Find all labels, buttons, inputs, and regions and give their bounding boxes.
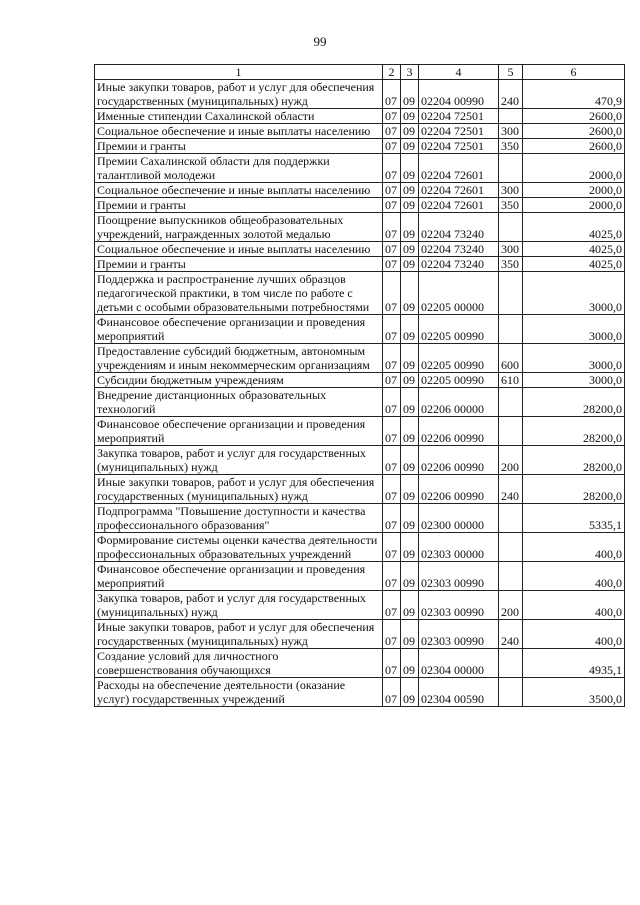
row-name-cell: Создание условий для личностного совершенствования обучающихся (95, 649, 383, 678)
header-col-2: 2 (383, 65, 401, 80)
row-name-cell: Поощрение выпускников общеобразовательных учреждений, награжденных золотой медалью (95, 213, 383, 242)
row-section-cell: 07 (383, 257, 401, 272)
row-section-cell: 07 (383, 475, 401, 504)
row-target-article-cell: 02204 72501 (419, 109, 499, 124)
row-expense-type-cell (499, 562, 523, 591)
row-amount-cell: 400,0 (523, 620, 625, 649)
table-row (95, 80, 625, 109)
row-section-cell: 07 (383, 198, 401, 213)
row-expense-type-cell: 300 (499, 124, 523, 139)
row-amount-cell: 400,0 (523, 562, 625, 591)
row-subsection-cell: 09 (401, 533, 419, 562)
row-subsection-cell: 09 (401, 139, 419, 154)
row-name-cell: Иные закупки товаров, работ и услуг для обеспечения государственных (муниципальных) нужд (95, 620, 383, 649)
row-section-cell: 07 (383, 154, 401, 183)
row-amount-cell: 28200,0 (523, 446, 625, 475)
row-section-cell: 07 (383, 183, 401, 198)
row-section-cell: 07 (383, 533, 401, 562)
row-subsection-cell: 09 (401, 242, 419, 257)
row-target-article-cell: 02303 00000 (419, 533, 499, 562)
row-subsection-cell: 09 (401, 344, 419, 373)
row-section-cell: 07 (383, 591, 401, 620)
row-expense-type-cell (499, 533, 523, 562)
row-section-cell: 07 (383, 417, 401, 446)
table-row (95, 183, 625, 198)
row-subsection-cell: 09 (401, 562, 419, 591)
row-amount-cell: 4025,0 (523, 242, 625, 257)
row-subsection-cell: 09 (401, 373, 419, 388)
row-expense-type-cell (499, 272, 523, 315)
table-row (95, 109, 625, 124)
row-amount-cell: 400,0 (523, 591, 625, 620)
header-col-6: 6 (523, 65, 625, 80)
row-subsection-cell: 09 (401, 315, 419, 344)
row-amount-cell: 3500,0 (523, 678, 625, 707)
table-row (95, 373, 625, 388)
row-amount-cell: 2000,0 (523, 183, 625, 198)
row-amount-cell: 2000,0 (523, 198, 625, 213)
table-row (95, 315, 625, 344)
table-row (95, 591, 625, 620)
row-section-cell: 07 (383, 678, 401, 707)
header-col-3: 3 (401, 65, 419, 80)
row-expense-type-cell: 300 (499, 242, 523, 257)
row-name-cell: Финансовое обеспечение организации и проведения мероприятий (95, 417, 383, 446)
row-name-cell: Внедрение дистанционных образовательных технологий (95, 388, 383, 417)
row-subsection-cell: 09 (401, 504, 419, 533)
row-expense-type-cell: 600 (499, 344, 523, 373)
row-amount-cell: 28200,0 (523, 475, 625, 504)
row-amount-cell: 28200,0 (523, 417, 625, 446)
row-expense-type-cell: 200 (499, 591, 523, 620)
row-name-cell: Предоставление субсидий бюджетным, автономным учреждениям и иным некоммерческим организациям (95, 344, 383, 373)
row-target-article-cell: 02304 00000 (419, 649, 499, 678)
row-amount-cell: 2600,0 (523, 109, 625, 124)
row-name-cell: Социальное обеспечение и иные выплаты населению (95, 242, 383, 257)
row-expense-type-cell: 350 (499, 139, 523, 154)
row-section-cell: 07 (383, 80, 401, 109)
table-row (95, 257, 625, 272)
row-subsection-cell: 09 (401, 678, 419, 707)
row-section-cell: 07 (383, 109, 401, 124)
row-expense-type-cell: 350 (499, 257, 523, 272)
row-subsection-cell: 09 (401, 591, 419, 620)
row-name-cell: Социальное обеспечение и иные выплаты населению (95, 183, 383, 198)
row-target-article-cell: 02204 72601 (419, 198, 499, 213)
row-expense-type-cell (499, 678, 523, 707)
row-subsection-cell: 09 (401, 272, 419, 315)
row-amount-cell: 3000,0 (523, 272, 625, 315)
row-subsection-cell: 09 (401, 183, 419, 198)
row-section-cell: 07 (383, 139, 401, 154)
row-name-cell: Финансовое обеспечение организации и проведения мероприятий (95, 315, 383, 344)
table-row (95, 154, 625, 183)
row-expense-type-cell: 240 (499, 620, 523, 649)
row-target-article-cell: 02206 00990 (419, 417, 499, 446)
row-target-article-cell: 02204 72601 (419, 183, 499, 198)
row-name-cell: Премии Сахалинской области для поддержки талантливой молодежи (95, 154, 383, 183)
row-name-cell: Закупка товаров, работ и услуг для государственных (муниципальных) нужд (95, 446, 383, 475)
table-row (95, 649, 625, 678)
row-name-cell: Закупка товаров, работ и услуг для государственных (муниципальных) нужд (95, 591, 383, 620)
table-row (95, 388, 625, 417)
row-name-cell: Премии и гранты (95, 139, 383, 154)
row-section-cell: 07 (383, 388, 401, 417)
row-expense-type-cell: 610 (499, 373, 523, 388)
row-target-article-cell: 02204 72501 (419, 139, 499, 154)
row-subsection-cell: 09 (401, 446, 419, 475)
table-row (95, 533, 625, 562)
row-target-article-cell: 02300 00000 (419, 504, 499, 533)
row-subsection-cell: 09 (401, 198, 419, 213)
row-expense-type-cell (499, 417, 523, 446)
row-subsection-cell: 09 (401, 388, 419, 417)
row-target-article-cell: 02204 00990 (419, 80, 499, 109)
row-section-cell: 07 (383, 562, 401, 591)
row-expense-type-cell (499, 388, 523, 417)
row-target-article-cell: 02204 73240 (419, 242, 499, 257)
row-amount-cell: 4025,0 (523, 213, 625, 242)
row-amount-cell: 400,0 (523, 533, 625, 562)
table-row (95, 198, 625, 213)
row-subsection-cell: 09 (401, 124, 419, 139)
row-name-cell: Иные закупки товаров, работ и услуг для обеспечения государственных (муниципальных) нужд (95, 475, 383, 504)
table-row (95, 562, 625, 591)
row-target-article-cell: 02206 00990 (419, 475, 499, 504)
row-target-article-cell: 02206 00000 (419, 388, 499, 417)
row-name-cell: Премии и гранты (95, 257, 383, 272)
row-section-cell: 07 (383, 504, 401, 533)
row-name-cell: Поддержка и распространение лучших образцов педагогической практики, в том числе по работе с детьми с особыми образовательными потребностями (95, 272, 383, 315)
row-name-cell: Подпрограмма "Повышение доступности и качества профессионального образования" (95, 504, 383, 533)
budget-table (94, 64, 625, 707)
row-target-article-cell: 02206 00990 (419, 446, 499, 475)
row-section-cell: 07 (383, 373, 401, 388)
row-expense-type-cell (499, 504, 523, 533)
table-row (95, 446, 625, 475)
row-name-cell: Формирование системы оценки качества деятельности профессиональных образовательных учреждений (95, 533, 383, 562)
table-row (95, 213, 625, 242)
row-section-cell: 07 (383, 344, 401, 373)
row-expense-type-cell (499, 109, 523, 124)
row-amount-cell: 28200,0 (523, 388, 625, 417)
row-expense-type-cell: 350 (499, 198, 523, 213)
row-amount-cell: 2000,0 (523, 154, 625, 183)
table-row (95, 272, 625, 315)
row-expense-type-cell: 300 (499, 183, 523, 198)
row-target-article-cell: 02303 00990 (419, 591, 499, 620)
row-section-cell: 07 (383, 315, 401, 344)
row-section-cell: 07 (383, 124, 401, 139)
page-number: 99 (313, 34, 327, 49)
row-subsection-cell: 09 (401, 80, 419, 109)
row-subsection-cell: 09 (401, 417, 419, 446)
row-subsection-cell: 09 (401, 154, 419, 183)
table-body (95, 80, 625, 707)
row-subsection-cell: 09 (401, 257, 419, 272)
row-name-cell: Иные закупки товаров, работ и услуг для обеспечения государственных (муниципальных) нужд (95, 80, 383, 109)
row-target-article-cell: 02303 00990 (419, 620, 499, 649)
table-row (95, 475, 625, 504)
row-subsection-cell: 09 (401, 109, 419, 124)
table-row (95, 344, 625, 373)
row-target-article-cell: 02205 00990 (419, 344, 499, 373)
row-expense-type-cell (499, 649, 523, 678)
header-col-4: 4 (419, 65, 499, 80)
table-row (95, 504, 625, 533)
table-row (95, 139, 625, 154)
row-subsection-cell: 09 (401, 620, 419, 649)
row-target-article-cell: 02303 00990 (419, 562, 499, 591)
row-name-cell: Премии и гранты (95, 198, 383, 213)
table-row (95, 678, 625, 707)
table-row (95, 124, 625, 139)
table-row (95, 242, 625, 257)
row-amount-cell: 5335,1 (523, 504, 625, 533)
table-row (95, 620, 625, 649)
row-subsection-cell: 09 (401, 649, 419, 678)
row-amount-cell: 3000,0 (523, 373, 625, 388)
row-target-article-cell: 02205 00000 (419, 272, 499, 315)
header-col-1: 1 (95, 65, 383, 80)
row-section-cell: 07 (383, 272, 401, 315)
row-name-cell: Финансовое обеспечение организации и проведения мероприятий (95, 562, 383, 591)
row-target-article-cell: 02205 00990 (419, 373, 499, 388)
row-amount-cell: 470,9 (523, 80, 625, 109)
row-target-article-cell: 02204 73240 (419, 257, 499, 272)
table-row (95, 417, 625, 446)
row-section-cell: 07 (383, 649, 401, 678)
row-expense-type-cell: 200 (499, 446, 523, 475)
row-amount-cell: 4935,1 (523, 649, 625, 678)
row-expense-type-cell: 240 (499, 80, 523, 109)
header-col-5: 5 (499, 65, 523, 80)
row-name-cell: Субсидии бюджетным учреждениям (95, 373, 383, 388)
row-section-cell: 07 (383, 620, 401, 649)
row-expense-type-cell (499, 154, 523, 183)
row-subsection-cell: 09 (401, 475, 419, 504)
row-section-cell: 07 (383, 446, 401, 475)
row-name-cell: Социальное обеспечение и иные выплаты населению (95, 124, 383, 139)
row-name-cell: Расходы на обеспечение деятельности (оказание услуг) государственных учреждений (95, 678, 383, 707)
row-target-article-cell: 02304 00590 (419, 678, 499, 707)
row-amount-cell: 2600,0 (523, 124, 625, 139)
row-target-article-cell: 02204 72501 (419, 124, 499, 139)
row-section-cell: 07 (383, 242, 401, 257)
row-expense-type-cell: 240 (499, 475, 523, 504)
row-subsection-cell: 09 (401, 213, 419, 242)
row-expense-type-cell (499, 315, 523, 344)
row-section-cell: 07 (383, 213, 401, 242)
row-target-article-cell: 02204 73240 (419, 213, 499, 242)
row-expense-type-cell (499, 213, 523, 242)
row-amount-cell: 3000,0 (523, 344, 625, 373)
row-target-article-cell: 02204 72601 (419, 154, 499, 183)
row-name-cell: Именные стипендии Сахалинской области (95, 109, 383, 124)
row-amount-cell: 2600,0 (523, 139, 625, 154)
table-header-row (95, 65, 625, 80)
row-target-article-cell: 02205 00990 (419, 315, 499, 344)
row-amount-cell: 3000,0 (523, 315, 625, 344)
row-amount-cell: 4025,0 (523, 257, 625, 272)
